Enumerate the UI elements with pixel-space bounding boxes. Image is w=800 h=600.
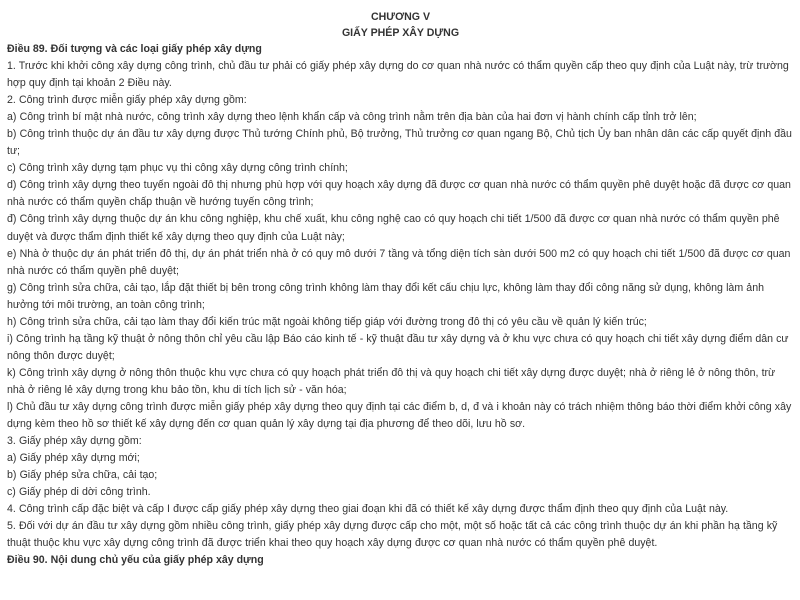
paragraph-2: 2. Công trình được miễn giấy phép xây dựng gồm: [7,94,247,107]
paragraph-2e: e) Nhà ở thuộc dự án phát triển đô thị, dự án phát triển nhà ở có quy mô dưới 7 tầng và tổng diện tích sàn dưới 500 m2 có quy hoạch chi tiết 1/500 đã được cơ quan nhà nước có thẩm quyền phê duyệt; [7,247,791,277]
paragraph-4: 4. Công trình cấp đặc biệt và cấp I được cấp giấy phép xây dựng theo giai đoạn khi đã có thiết kế xây dựng được thẩm định theo quy định của Luật này. [7,503,729,516]
paragraph-2l: l) Chủ đầu tư xây dựng công trình được miễn giấy phép xây dựng theo quy định tại các điểm b, d, đ và i khoản này có trách nhiệm thông báo thời điểm khởi công xây dựng kèm theo hồ sơ thiết kế xây dựng đến cơ quan quản lý xây dựng tại địa phương để theo dõi, lưu hồ sơ. [7,400,792,431]
chapter-number: CHƯƠNG V [370,11,431,23]
paragraph-2b: b) Công trình thuộc dự án đầu tư xây dựng được Thủ tướng Chính phủ, Bộ trưởng, Thủ trưởng cơ quan ngang Bộ, Chủ tịch Ủy ban nhân dân các cấp quyết định đầu tư; [7,128,792,158]
chapter-title: GIẤY PHÉP XÂY DỰNG [341,27,460,39]
paragraph-2h: h) Công trình sửa chữa, cải tạo làm thay đổi kiến trúc mặt ngoài không tiếp giáp với đường trong đô thị có yêu cầu về quản lý kiến trúc; [7,315,647,328]
paragraph-2k: k) Công trình xây dựng ở nông thôn thuộc khu vực chưa có quy hoạch phát triển đô thị và quy hoạch chi tiết xây dựng được duyệt; nhà ở riêng lẻ ở nông thôn, trừ nhà ở riêng lẻ xây dựng trong khu bảo tồn, khu di tích lịch sử - văn hóa; [7,366,776,396]
chapter-heading [7,9,794,41]
article-89-body [7,58,794,552]
paragraph-3b: b) Giấy phép sửa chữa, cải tạo; [7,469,158,482]
paragraph-5: 5. Đối với dự án đầu tư xây dựng gồm nhiều công trình, giấy phép xây dựng được cấp cho một, một số hoặc tất cả các công trình thuộc dự án khi phần hạ tầng kỹ thuật thuộc khu vực xây dựng công trình đã được triển khai theo quy hoạch xây dựng được cơ quan nhà nước có thẩm quyền phê duyệt. [7,520,778,550]
paragraph-2a: a) Công trình bí mật nhà nước, công trình xây dựng theo lệnh khẩn cấp và công trình nằm trên địa bàn của hai đơn vị hành chính cấp tỉnh trở lên; [7,111,697,124]
paragraph-1: 1. Trước khi khởi công xây dựng công trình, chủ đầu tư phải có giấy phép xây dựng do cơ quan nhà nước có thẩm quyền cấp theo quy định của Luật này, trừ trường hợp quy định tại khoản 2 Điều này. [7,60,789,90]
article-89-title: Điều 89. Đối tượng và các loại giấy phép xây dựng [7,43,262,55]
paragraph-2g: g) Công trình sửa chữa, cải tạo, lắp đặt thiết bị bên trong công trình không làm thay đổi kết cấu chịu lực, không làm thay đổi công năng sử dụng, không làm ảnh hưởng tới môi trường, an toàn công trình; [7,281,764,311]
paragraph-2i: i) Công trình hạ tầng kỹ thuật ở nông thôn chỉ yêu cầu lập Báo cáo kinh tế - kỹ thuật đầu tư xây dựng và ở khu vực chưa có quy hoạch chi tiết xây dựng điểm dân cư nông thôn được duyệt; [7,332,789,362]
paragraph-2c: c) Công trình xây dựng tạm phục vụ thi công xây dựng công trình chính; [7,162,348,175]
paragraph-3: 3. Giấy phép xây dựng gồm: [7,435,142,448]
paragraph-2dd: đ) Công trình xây dựng thuộc dự án khu công nghiệp, khu chế xuất, khu công nghệ cao có quy hoạch chi tiết 1/500 đã được cơ quan nhà nước có thẩm quyền phê duyệt và được thẩm định thiết kế xây dựng theo quy định của Luật này; [7,213,780,243]
article-90-title: Điều 90. Nội dung chủ yếu của giấy phép xây dựng [7,554,264,567]
paragraph-3c: c) Giấy phép di dời công trình. [7,486,151,499]
paragraph-3a: a) Giấy phép xây dựng mới; [7,452,140,465]
paragraph-2d: d) Công trình xây dựng theo tuyến ngoài đô thị nhưng phù hợp với quy hoạch xây dựng đã được cơ quan nhà nước có thẩm quyền phê duyệt hoặc đã được cơ quan nhà nước có thẩm quyền chấp thuận về hướng tuyến công trình; [7,179,791,209]
